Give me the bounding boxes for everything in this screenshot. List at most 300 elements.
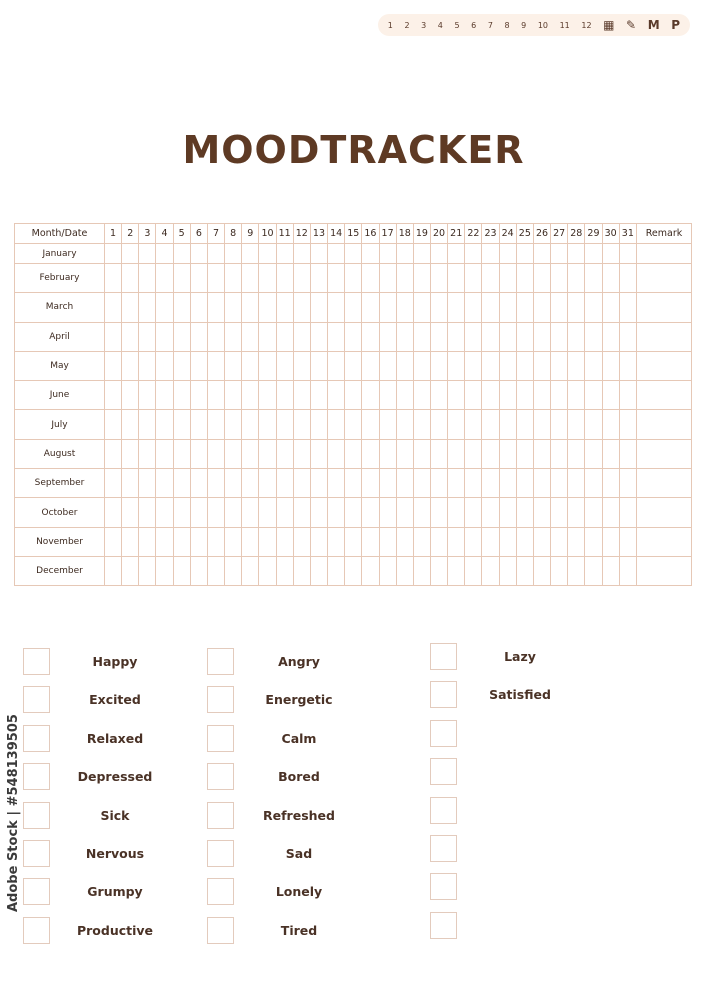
day-cell[interactable] (448, 527, 465, 556)
day-cell[interactable] (173, 498, 190, 527)
day-cell[interactable] (345, 527, 362, 556)
day-cell[interactable] (328, 293, 345, 322)
remark-cell[interactable] (637, 381, 692, 410)
day-cell[interactable] (345, 469, 362, 498)
nav-m-button[interactable]: M (647, 18, 660, 32)
day-cell[interactable] (105, 498, 122, 527)
day-cell[interactable] (362, 469, 379, 498)
day-cell[interactable] (190, 469, 207, 498)
day-cell[interactable] (310, 556, 327, 585)
day-cell[interactable] (362, 244, 379, 264)
day-cell[interactable] (362, 293, 379, 322)
day-cell[interactable] (156, 556, 173, 585)
mood-checkbox[interactable] (23, 802, 50, 829)
day-cell[interactable] (139, 322, 156, 351)
day-cell[interactable] (225, 244, 242, 264)
day-cell[interactable] (396, 381, 413, 410)
day-cell[interactable] (619, 498, 636, 527)
day-cell[interactable] (207, 381, 224, 410)
day-cell[interactable] (122, 439, 139, 468)
day-cell[interactable] (551, 527, 568, 556)
day-cell[interactable] (396, 351, 413, 380)
day-cell[interactable] (242, 556, 259, 585)
day-cell[interactable] (379, 244, 396, 264)
day-cell[interactable] (585, 527, 602, 556)
day-cell[interactable] (619, 293, 636, 322)
day-cell[interactable] (310, 381, 327, 410)
day-cell[interactable] (328, 498, 345, 527)
nav-month-7[interactable]: 7 (487, 20, 493, 30)
mood-checkbox[interactable] (23, 917, 50, 944)
day-cell[interactable] (105, 410, 122, 439)
day-cell[interactable] (533, 244, 550, 264)
day-cell[interactable] (430, 264, 447, 293)
day-cell[interactable] (259, 410, 276, 439)
day-cell[interactable] (430, 439, 447, 468)
day-cell[interactable] (396, 439, 413, 468)
day-cell[interactable] (225, 469, 242, 498)
day-cell[interactable] (619, 244, 636, 264)
day-cell[interactable] (516, 556, 533, 585)
day-cell[interactable] (139, 498, 156, 527)
mood-checkbox[interactable] (207, 648, 234, 675)
day-cell[interactable] (242, 244, 259, 264)
day-cell[interactable] (156, 293, 173, 322)
day-cell[interactable] (190, 264, 207, 293)
nav-month-2[interactable]: 2 (404, 20, 410, 30)
day-cell[interactable] (242, 439, 259, 468)
day-cell[interactable] (551, 469, 568, 498)
day-cell[interactable] (482, 293, 499, 322)
day-cell[interactable] (602, 469, 619, 498)
day-cell[interactable] (413, 293, 430, 322)
day-cell[interactable] (276, 469, 293, 498)
day-cell[interactable] (207, 556, 224, 585)
day-cell[interactable] (345, 498, 362, 527)
day-cell[interactable] (551, 381, 568, 410)
day-cell[interactable] (225, 556, 242, 585)
day-cell[interactable] (430, 381, 447, 410)
day-cell[interactable] (585, 439, 602, 468)
day-cell[interactable] (190, 351, 207, 380)
day-cell[interactable] (190, 293, 207, 322)
day-cell[interactable] (156, 498, 173, 527)
day-cell[interactable] (276, 293, 293, 322)
day-cell[interactable] (310, 439, 327, 468)
remark-cell[interactable] (637, 322, 692, 351)
day-cell[interactable] (276, 498, 293, 527)
day-cell[interactable] (551, 556, 568, 585)
day-cell[interactable] (448, 351, 465, 380)
day-cell[interactable] (413, 351, 430, 380)
day-cell[interactable] (482, 469, 499, 498)
day-cell[interactable] (156, 351, 173, 380)
day-cell[interactable] (516, 498, 533, 527)
day-cell[interactable] (379, 469, 396, 498)
day-cell[interactable] (413, 556, 430, 585)
day-cell[interactable] (328, 527, 345, 556)
day-cell[interactable] (379, 381, 396, 410)
day-cell[interactable] (465, 556, 482, 585)
day-cell[interactable] (499, 527, 516, 556)
day-cell[interactable] (190, 381, 207, 410)
day-cell[interactable] (465, 527, 482, 556)
mood-checkbox[interactable] (207, 725, 234, 752)
day-cell[interactable] (602, 381, 619, 410)
day-cell[interactable] (362, 527, 379, 556)
day-cell[interactable] (499, 293, 516, 322)
day-cell[interactable] (173, 439, 190, 468)
day-cell[interactable] (465, 322, 482, 351)
day-cell[interactable] (293, 244, 310, 264)
day-cell[interactable] (568, 556, 585, 585)
day-cell[interactable] (242, 293, 259, 322)
day-cell[interactable] (276, 556, 293, 585)
day-cell[interactable] (465, 410, 482, 439)
day-cell[interactable] (499, 351, 516, 380)
day-cell[interactable] (122, 410, 139, 439)
day-cell[interactable] (207, 351, 224, 380)
day-cell[interactable] (585, 293, 602, 322)
day-cell[interactable] (259, 498, 276, 527)
day-cell[interactable] (293, 293, 310, 322)
day-cell[interactable] (585, 244, 602, 264)
day-cell[interactable] (345, 293, 362, 322)
day-cell[interactable] (413, 381, 430, 410)
day-cell[interactable] (225, 264, 242, 293)
day-cell[interactable] (345, 410, 362, 439)
day-cell[interactable] (122, 527, 139, 556)
day-cell[interactable] (585, 469, 602, 498)
day-cell[interactable] (585, 498, 602, 527)
day-cell[interactable] (568, 322, 585, 351)
day-cell[interactable] (482, 410, 499, 439)
day-cell[interactable] (551, 498, 568, 527)
day-cell[interactable] (448, 381, 465, 410)
day-cell[interactable] (293, 498, 310, 527)
day-cell[interactable] (242, 469, 259, 498)
day-cell[interactable] (105, 469, 122, 498)
day-cell[interactable] (105, 527, 122, 556)
day-cell[interactable] (328, 244, 345, 264)
day-cell[interactable] (465, 439, 482, 468)
day-cell[interactable] (310, 498, 327, 527)
day-cell[interactable] (242, 410, 259, 439)
day-cell[interactable] (379, 498, 396, 527)
day-cell[interactable] (619, 469, 636, 498)
day-cell[interactable] (190, 244, 207, 264)
day-cell[interactable] (430, 469, 447, 498)
day-cell[interactable] (551, 351, 568, 380)
day-cell[interactable] (242, 498, 259, 527)
day-cell[interactable] (207, 264, 224, 293)
day-cell[interactable] (568, 410, 585, 439)
day-cell[interactable] (139, 381, 156, 410)
day-cell[interactable] (396, 527, 413, 556)
day-cell[interactable] (259, 351, 276, 380)
day-cell[interactable] (482, 381, 499, 410)
day-cell[interactable] (465, 351, 482, 380)
day-cell[interactable] (533, 351, 550, 380)
day-cell[interactable] (533, 498, 550, 527)
day-cell[interactable] (619, 264, 636, 293)
day-cell[interactable] (173, 244, 190, 264)
day-cell[interactable] (173, 322, 190, 351)
day-cell[interactable] (551, 244, 568, 264)
nav-month-9[interactable]: 9 (521, 20, 527, 30)
day-cell[interactable] (602, 556, 619, 585)
day-cell[interactable] (293, 469, 310, 498)
day-cell[interactable] (105, 381, 122, 410)
day-cell[interactable] (345, 439, 362, 468)
day-cell[interactable] (362, 381, 379, 410)
day-cell[interactable] (396, 322, 413, 351)
day-cell[interactable] (602, 293, 619, 322)
day-cell[interactable] (225, 322, 242, 351)
day-cell[interactable] (190, 439, 207, 468)
day-cell[interactable] (602, 322, 619, 351)
day-cell[interactable] (139, 410, 156, 439)
day-cell[interactable] (310, 293, 327, 322)
day-cell[interactable] (293, 439, 310, 468)
day-cell[interactable] (122, 244, 139, 264)
day-cell[interactable] (328, 439, 345, 468)
day-cell[interactable] (362, 351, 379, 380)
day-cell[interactable] (568, 469, 585, 498)
day-cell[interactable] (276, 381, 293, 410)
day-cell[interactable] (293, 351, 310, 380)
day-cell[interactable] (207, 527, 224, 556)
day-cell[interactable] (259, 293, 276, 322)
day-cell[interactable] (516, 410, 533, 439)
day-cell[interactable] (345, 244, 362, 264)
remark-cell[interactable] (637, 498, 692, 527)
mood-checkbox[interactable] (207, 878, 234, 905)
day-cell[interactable] (190, 556, 207, 585)
mood-checkbox[interactable] (430, 873, 457, 900)
day-cell[interactable] (448, 410, 465, 439)
day-cell[interactable] (430, 322, 447, 351)
day-cell[interactable] (328, 556, 345, 585)
day-cell[interactable] (122, 264, 139, 293)
day-cell[interactable] (173, 469, 190, 498)
day-cell[interactable] (276, 351, 293, 380)
day-cell[interactable] (242, 527, 259, 556)
day-cell[interactable] (516, 439, 533, 468)
day-cell[interactable] (276, 244, 293, 264)
remark-cell[interactable] (637, 351, 692, 380)
day-cell[interactable] (430, 293, 447, 322)
day-cell[interactable] (328, 381, 345, 410)
day-cell[interactable] (122, 351, 139, 380)
day-cell[interactable] (225, 498, 242, 527)
day-cell[interactable] (551, 293, 568, 322)
day-cell[interactable] (379, 293, 396, 322)
day-cell[interactable] (602, 527, 619, 556)
day-cell[interactable] (585, 351, 602, 380)
day-cell[interactable] (276, 322, 293, 351)
day-cell[interactable] (482, 264, 499, 293)
day-cell[interactable] (413, 410, 430, 439)
day-cell[interactable] (156, 469, 173, 498)
day-cell[interactable] (533, 556, 550, 585)
day-cell[interactable] (173, 264, 190, 293)
day-cell[interactable] (207, 293, 224, 322)
day-cell[interactable] (242, 264, 259, 293)
day-cell[interactable] (225, 293, 242, 322)
day-cell[interactable] (293, 381, 310, 410)
remark-cell[interactable] (637, 410, 692, 439)
day-cell[interactable] (533, 410, 550, 439)
day-cell[interactable] (568, 439, 585, 468)
day-cell[interactable] (259, 469, 276, 498)
nav-p-button[interactable]: P (671, 18, 681, 32)
nav-month-3[interactable]: 3 (421, 20, 427, 30)
day-cell[interactable] (430, 498, 447, 527)
day-cell[interactable] (533, 527, 550, 556)
day-cell[interactable] (533, 264, 550, 293)
mood-checkbox[interactable] (207, 917, 234, 944)
day-cell[interactable] (190, 498, 207, 527)
day-cell[interactable] (533, 322, 550, 351)
day-cell[interactable] (122, 498, 139, 527)
mood-checkbox[interactable] (430, 681, 457, 708)
day-cell[interactable] (259, 322, 276, 351)
day-cell[interactable] (448, 469, 465, 498)
day-cell[interactable] (602, 351, 619, 380)
day-cell[interactable] (602, 439, 619, 468)
day-cell[interactable] (173, 410, 190, 439)
mood-checkbox[interactable] (430, 797, 457, 824)
day-cell[interactable] (225, 381, 242, 410)
day-cell[interactable] (499, 410, 516, 439)
day-cell[interactable] (499, 322, 516, 351)
day-cell[interactable] (310, 527, 327, 556)
nav-month-4[interactable]: 4 (437, 20, 443, 30)
day-cell[interactable] (413, 527, 430, 556)
day-cell[interactable] (465, 244, 482, 264)
day-cell[interactable] (328, 264, 345, 293)
day-cell[interactable] (259, 556, 276, 585)
nav-month-12[interactable]: 12 (581, 20, 592, 30)
day-cell[interactable] (225, 527, 242, 556)
day-cell[interactable] (242, 322, 259, 351)
day-cell[interactable] (482, 527, 499, 556)
day-cell[interactable] (516, 322, 533, 351)
day-cell[interactable] (122, 293, 139, 322)
day-cell[interactable] (293, 556, 310, 585)
day-cell[interactable] (585, 410, 602, 439)
remark-cell[interactable] (637, 264, 692, 293)
day-cell[interactable] (551, 439, 568, 468)
day-cell[interactable] (293, 264, 310, 293)
day-cell[interactable] (276, 410, 293, 439)
day-cell[interactable] (619, 527, 636, 556)
day-cell[interactable] (396, 293, 413, 322)
day-cell[interactable] (345, 322, 362, 351)
day-cell[interactable] (619, 351, 636, 380)
day-cell[interactable] (139, 244, 156, 264)
day-cell[interactable] (225, 351, 242, 380)
day-cell[interactable] (259, 244, 276, 264)
day-cell[interactable] (310, 264, 327, 293)
day-cell[interactable] (310, 322, 327, 351)
day-cell[interactable] (379, 322, 396, 351)
day-cell[interactable] (413, 439, 430, 468)
remark-cell[interactable] (637, 469, 692, 498)
day-cell[interactable] (619, 439, 636, 468)
day-cell[interactable] (619, 556, 636, 585)
mood-checkbox[interactable] (430, 912, 457, 939)
day-cell[interactable] (551, 264, 568, 293)
day-cell[interactable] (293, 527, 310, 556)
day-cell[interactable] (465, 498, 482, 527)
mood-checkbox[interactable] (207, 802, 234, 829)
day-cell[interactable] (362, 410, 379, 439)
mood-checkbox[interactable] (207, 840, 234, 867)
day-cell[interactable] (516, 264, 533, 293)
remark-cell[interactable] (637, 439, 692, 468)
day-cell[interactable] (379, 556, 396, 585)
day-cell[interactable] (122, 322, 139, 351)
day-cell[interactable] (362, 264, 379, 293)
day-cell[interactable] (585, 556, 602, 585)
day-cell[interactable] (105, 351, 122, 380)
day-cell[interactable] (122, 469, 139, 498)
day-cell[interactable] (293, 322, 310, 351)
day-cell[interactable] (276, 527, 293, 556)
day-cell[interactable] (139, 469, 156, 498)
day-cell[interactable] (448, 556, 465, 585)
day-cell[interactable] (105, 439, 122, 468)
day-cell[interactable] (516, 469, 533, 498)
day-cell[interactable] (499, 556, 516, 585)
day-cell[interactable] (328, 322, 345, 351)
day-cell[interactable] (362, 556, 379, 585)
day-cell[interactable] (139, 527, 156, 556)
mood-checkbox[interactable] (207, 763, 234, 790)
day-cell[interactable] (602, 498, 619, 527)
day-cell[interactable] (139, 439, 156, 468)
day-cell[interactable] (105, 244, 122, 264)
day-cell[interactable] (551, 322, 568, 351)
day-cell[interactable] (207, 469, 224, 498)
mood-checkbox[interactable] (23, 648, 50, 675)
day-cell[interactable] (533, 381, 550, 410)
mood-checkbox[interactable] (23, 725, 50, 752)
day-cell[interactable] (602, 244, 619, 264)
day-cell[interactable] (225, 410, 242, 439)
day-cell[interactable] (345, 264, 362, 293)
mood-checkbox[interactable] (430, 720, 457, 747)
day-cell[interactable] (430, 351, 447, 380)
day-cell[interactable] (551, 410, 568, 439)
mood-checkbox[interactable] (430, 835, 457, 862)
day-cell[interactable] (568, 351, 585, 380)
day-cell[interactable] (293, 410, 310, 439)
day-cell[interactable] (516, 351, 533, 380)
remark-cell[interactable] (637, 527, 692, 556)
day-cell[interactable] (190, 322, 207, 351)
day-cell[interactable] (619, 381, 636, 410)
day-cell[interactable] (225, 439, 242, 468)
day-cell[interactable] (345, 381, 362, 410)
day-cell[interactable] (207, 322, 224, 351)
day-cell[interactable] (430, 244, 447, 264)
day-cell[interactable] (430, 410, 447, 439)
day-cell[interactable] (499, 439, 516, 468)
day-cell[interactable] (413, 469, 430, 498)
